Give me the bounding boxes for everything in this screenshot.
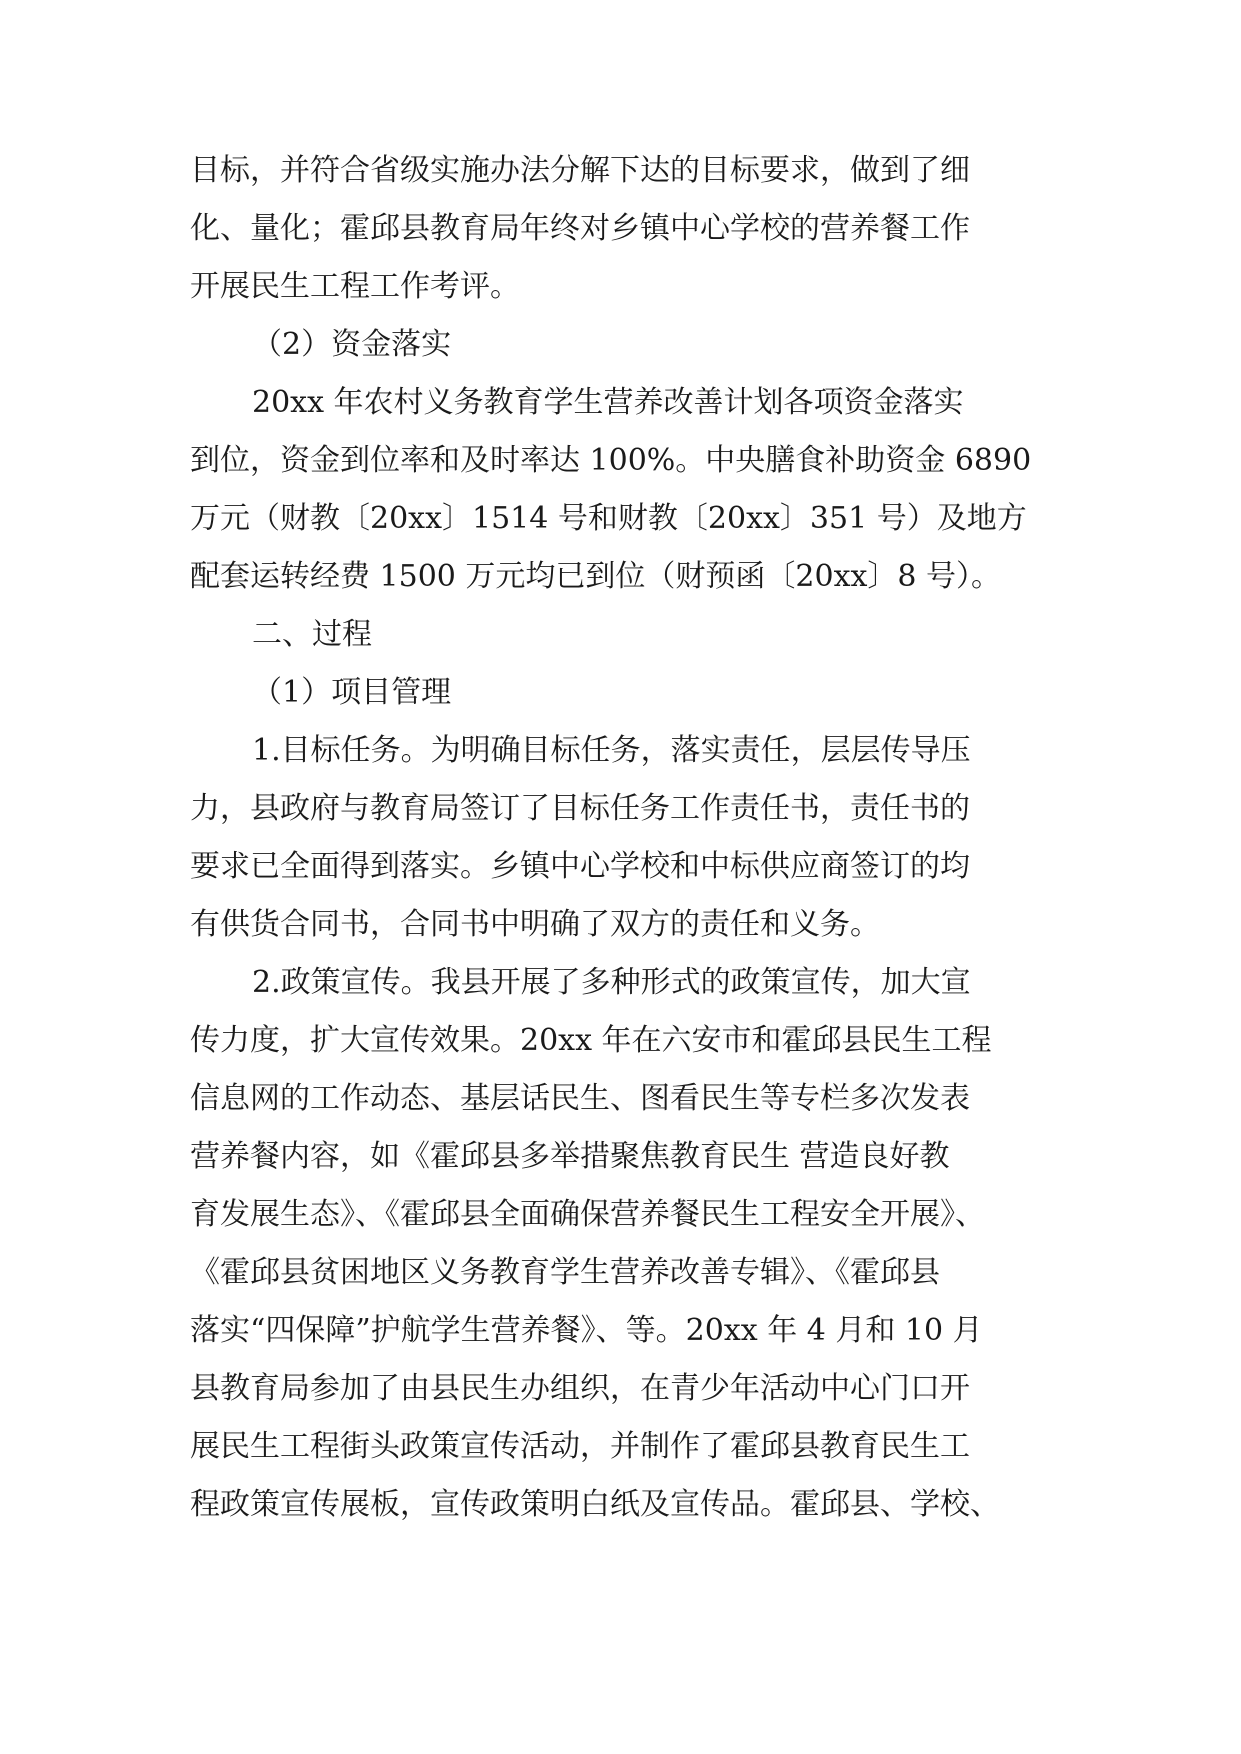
text-line: 到位，资金到位率和及时率达 100%。中央膳食补助资金 6890 (190, 443, 1032, 478)
text-line: 育发展生态》、《霍邱县全面确保营养餐民生工程安全开展》、 (190, 1197, 985, 1232)
text-line: 20xx 年农村义务教育学生营养改善计划各项资金落实 (252, 385, 964, 420)
section-heading: （1）项目管理 (252, 675, 452, 710)
text-line: 配套运转经费 1500 万元均已到位（财预函〔20xx〕8 号）。 (190, 559, 1002, 594)
text-line: 化、量化；霍邱县教育局年终对乡镇中心学校的营养餐工作 (190, 211, 970, 246)
text-line: 营养餐内容，如《霍邱县多举措聚焦教育民生 营造良好教 (190, 1139, 950, 1174)
text-line: 1.目标任务。为明确目标任务，落实责任，层层传导压 (252, 733, 971, 768)
text-line: 要求已全面得到落实。乡镇中心学校和中标供应商签订的均 (190, 849, 970, 884)
text-line: 力，县政府与教育局签订了目标任务工作责任书，责任书的 (190, 791, 970, 826)
text-line: 信息网的工作动态、基层话民生、图看民生等专栏多次发表 (190, 1081, 970, 1116)
text-line: 有供货合同书，合同书中明确了双方的责任和义务。 (190, 907, 880, 942)
text-line: 开展民生工程工作考评。 (190, 269, 520, 304)
text-line: 2.政策宣传。我县开展了多种形式的政策宣传，加大宣 (252, 965, 971, 1000)
text-line: 程政策宣传展板，宣传政策明白纸及宣传品。霍邱县、学校、 (190, 1487, 1000, 1522)
text-line: 传力度，扩大宣传效果。20xx 年在六安市和霍邱县民生工程 (190, 1023, 992, 1058)
text-line: 县教育局参加了由县民生办组织，在青少年活动中心门口开 (190, 1371, 970, 1406)
text-line: 展民生工程街头政策宣传活动，并制作了霍邱县教育民生工 (190, 1429, 970, 1464)
text-line: 目标，并符合省级实施办法分解下达的目标要求，做到了细 (190, 153, 970, 188)
section-heading: （2）资金落实 (252, 327, 452, 362)
text-line: 《霍邱县贫困地区义务教育学生营养改善专辑》、《霍邱县 (190, 1255, 940, 1290)
text-line: 万元（财教〔20xx〕1514 号和财教〔20xx〕351 号）及地方 (190, 501, 1027, 536)
section-heading: 二、过程 (252, 617, 372, 652)
text-line: 落实“四保障”护航学生营养餐》、等。20xx 年 4 月和 10 月 (190, 1313, 983, 1348)
